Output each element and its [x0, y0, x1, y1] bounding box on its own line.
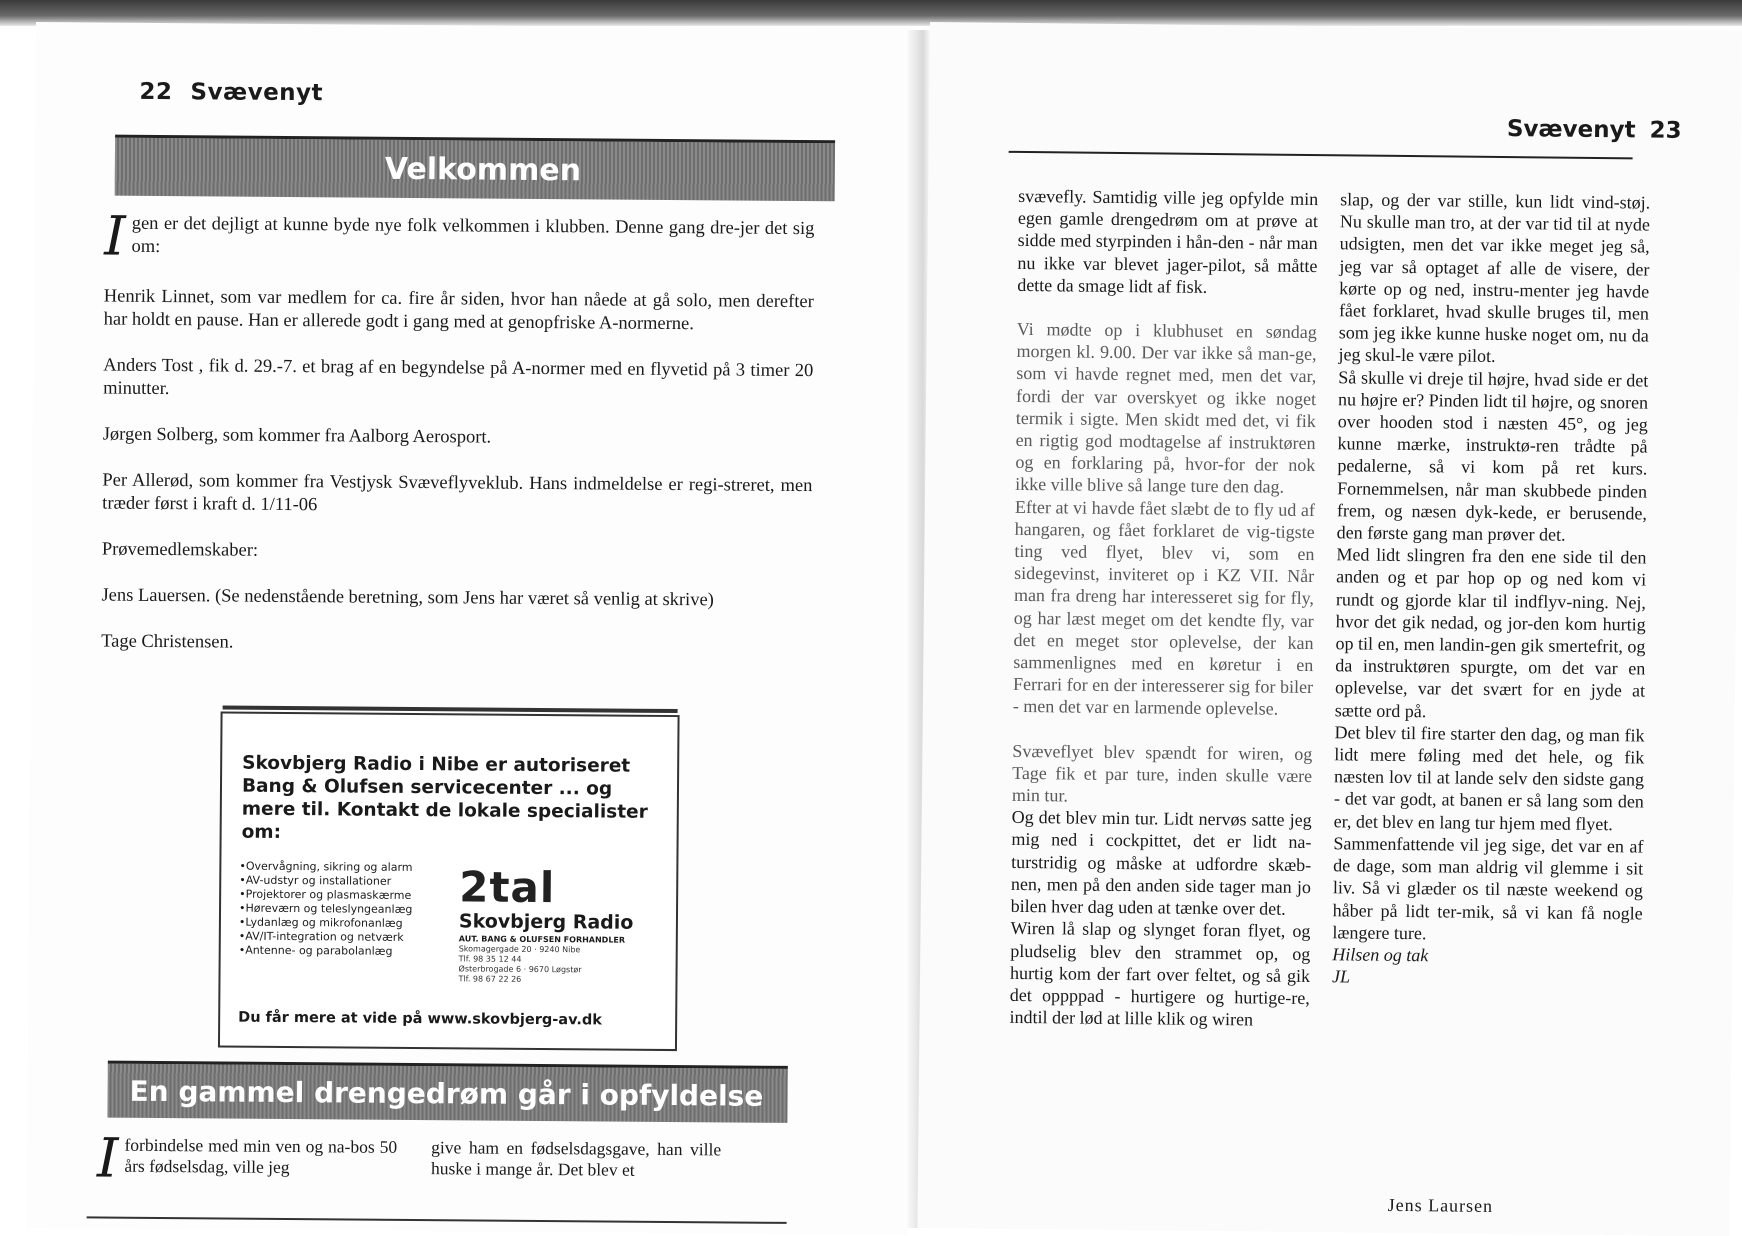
- story-heading: En gammel drengedrøm går i opfyldelse: [129, 1074, 764, 1113]
- welcome-paragraph: Jørgen Solberg, som kommer fra Aalborg Aerosport.: [102, 424, 492, 448]
- ad-phone: Tlf. 98 67 22 26: [458, 974, 522, 984]
- author-name: Jens Laursen: [1387, 1194, 1494, 1216]
- ad-headline: Skovbjerg Radio i Nibe er autoriseret Bang & Olufsen servicecenter ... og mere til. Kontakt de lokale specialister om:: [241, 752, 648, 843]
- scan-top-edge: [0, 0, 1742, 26]
- welcome-paragraph: Per Allerød, som kommer fra Vestjysk Svæveflyveklub. Hans indmeldelse er regi-streret, men træder først i kraft d. 1/11-06: [102, 470, 813, 516]
- welcome-paragraph: Henrik Linnet, som var medlem for ca. fire år siden, hvor han nåede at gå solo, men derefter har holdt en pause. Han er allerede godt i gang med at genopfriske A-normerne.: [103, 286, 814, 335]
- story-column-2: give ham en fødselsdagsgave, han ville huske i mange år. Det blev et: [430, 1137, 722, 1180]
- article-paragraph: Sammenfattende vil jeg sige, det var en af de dage, som man aldrig vil glemme i sit liv. Så vi glæder os til næste weekend og håber på lidt ter-mik, så vi kan få nogle længere ture.: [1332, 833, 1644, 943]
- initials: JL: [1331, 966, 1351, 987]
- welcome-heading: Velkommen: [384, 151, 582, 188]
- article-paragraph: slap, og der var stille, kun lidt vind-støj. Nu skulle man tro, at der var tid til at nyde udsigten, men det var ikke meget jeg så, jeg var så optaget af alle de visere, der kørte op og ned, instru-menter jeg havde fået forklaret, hvad skulle bruges til, men som jeg ikke kunne huske noget om, nu da jeg skul-le være pilot.: [1338, 189, 1651, 367]
- ad-service-item: • Høreværn og teleslyngeanlæg: [239, 902, 449, 918]
- article-paragraph: Efter at vi havde fået slæbt de to fly ud af hangaren, og fået forklaret de vig-tigste ting ved flyet, blev vi, som en sidegevinst, inviteret op i KZ VII. Når man fra dreng har interesseret sig for fly, og har læst meget om det kendte fly, var det en meget stor oplevelse, der kan sammenlignes med en køretur i en Ferrari for en der interesserer sig for biler - men det var en larmende oplevelse.: [1012, 496, 1316, 720]
- story-column-1: Iforbindelse med min ven og na-bos 50 års fødselsdag, ville jeg: [96, 1126, 398, 1190]
- ad-company-name: Skovbjerg Radio: [458, 910, 634, 934]
- magazine-title: Svævenyt: [190, 79, 324, 107]
- welcome-banner: [115, 135, 835, 202]
- ad-service-item: • Antenne- og parabolanlæg: [239, 944, 449, 960]
- article-paragraph: Med lidt slingren fra den ene side til den anden og et par hop op og ned kom vi rundt og gjorde klar til indflyv-ning. Nej, hvor det gik nedad, og jor-den kom hurtig op til en, men landin-gen gik smertefrit, og da instruktøren spurgte, om det var en oplevelse, var det svært for en jyde at sætte ord på.: [1334, 544, 1647, 721]
- ad-service-item: • AV/IT-integration og netværk: [239, 930, 449, 946]
- left-page-number: 22: [139, 78, 173, 106]
- ad-service-item: • Lydanlæg og mikrofonanlæg: [239, 916, 449, 932]
- left-page: [27, 22, 916, 1235]
- article-paragraph: svævefly. Samtidig ville jeg opfylde min egen gamle drengedrøm om at prøve at sidde med styrpinden i hån-den - når man nu ikke var blevet jager-pilot, så måtte dette da smage lidt af fisk.: [1017, 185, 1319, 297]
- article-paragraph: Vi mødte op i klubhuset en søndag morgen kl. 9.00. Der var ikke så man-ge, som vi havde regnet med, men det var, fordi der var overskyet og ikke noget termik i sigte. Men skidt med det, vi fik en rigtig god modtagelse af instruktøren og en forklaring på, hvor-for der nok ikke ville blive så lange ture den dag.: [1015, 318, 1317, 498]
- story-banner: [107, 1061, 787, 1123]
- welcome-paragraph: Anders Tost , fik d. 29.-7. et brag af en begyndelse på A-normer med en flyvetid på 3 timer 20 minutter.: [103, 355, 814, 400]
- ad-logo-mark: 2tal: [459, 862, 556, 913]
- article-paragraph: Og det blev min tur. Lidt nervøs satte jeg mig ned i cockpittet, det er lidt na-turstridig og måske at udfordre skæb-nen, men på den anden side tager man jo bilen hver dag uden at tænke over det.: [1010, 807, 1312, 919]
- article-paragraph: Svæveflyet blev spændt for wiren, og Tage fik et par ture, inden skulle være min tur.: [1011, 740, 1313, 806]
- bottom-rule: [87, 1216, 787, 1223]
- ad-service-item: • Overvågning, sikring og alarm: [239, 860, 449, 876]
- article-column-a: [1009, 185, 1318, 1031]
- article-paragraph: Det blev til fire starter den dag, og man fik lidt mere føling med det hele, og fik næsten lov til at lande selv den sidste gang - det var godt, at banen er så lang som den er, det blev en lang tur hjem med flyet.: [1333, 722, 1645, 834]
- welcome-article: [101, 204, 815, 683]
- ad-address: Østerbrogade 6 · 9670 Løgstør: [458, 964, 582, 975]
- left-page-header: [139, 79, 323, 106]
- right-page: [917, 22, 1742, 1236]
- skovbjerg-advertisement: [218, 711, 680, 1051]
- ad-service-item: • AV-udstyr og installationer: [239, 874, 449, 890]
- ad-address: Skomagergade 20 · 9240 Nibe: [458, 944, 581, 955]
- welcome-paragraph: Tage Christensen.: [101, 631, 234, 653]
- article-paragraph: Så skulle vi dreje til højre, hvad side er det nu højre er? Pinden lidt til højre, og snoren over hooden stod i næsten 45°, og jeg kunne mærke, instruktø-ren trådte på pedalerne, så vi kom på ret kurs. Fornemmelsen, når man skubbede pinden frem, og næsen dyk-kede, er berusende, den første gang man prøver det.: [1336, 366, 1649, 545]
- article-paragraph: Wiren lå slap og slynget foran flyet, og pludselig blev den strammet op, og hurtig kom der fart over feltet, og så gik det oppppad - hurtigere og hurtige-re, indtil der lød at lille klik og wiren: [1009, 918, 1311, 1030]
- welcome-paragraph: Prøvemedlemskaber:: [101, 539, 259, 561]
- ad-phone: Tlf. 98 35 12 44: [458, 954, 522, 964]
- ad-website-line: Du får mere at vide på www.skovbjerg-av.dk: [238, 1009, 602, 1029]
- ad-service-list: [239, 860, 450, 960]
- welcome-intro: Igen er det dejligt at kunne byde nye folk velkommen i klubben. Denne gang dre-jer det sig om:: [104, 204, 815, 268]
- ad-dealer-line: AUT. BANG & OLUFSEN FORHANDLER: [458, 934, 626, 945]
- signoff: Hilsen og tak: [1332, 944, 1429, 966]
- header-rule: [1009, 151, 1633, 160]
- right-page-header: [1507, 116, 1682, 144]
- article-column-b: [1332, 188, 1650, 991]
- story-dropcap: I: [96, 1126, 119, 1190]
- ad-logo-block: [458, 862, 669, 986]
- ad-service-item: • Projektorer og plasmaskærme: [239, 888, 449, 904]
- right-page-number: 23: [1649, 117, 1682, 144]
- welcome-dropcap: I: [104, 204, 126, 268]
- magazine-title: Svævenyt: [1506, 116, 1636, 144]
- welcome-paragraph: Jens Lauersen. (Se nedenstående beretning, som Jens har været så venlig at skrive): [101, 585, 714, 611]
